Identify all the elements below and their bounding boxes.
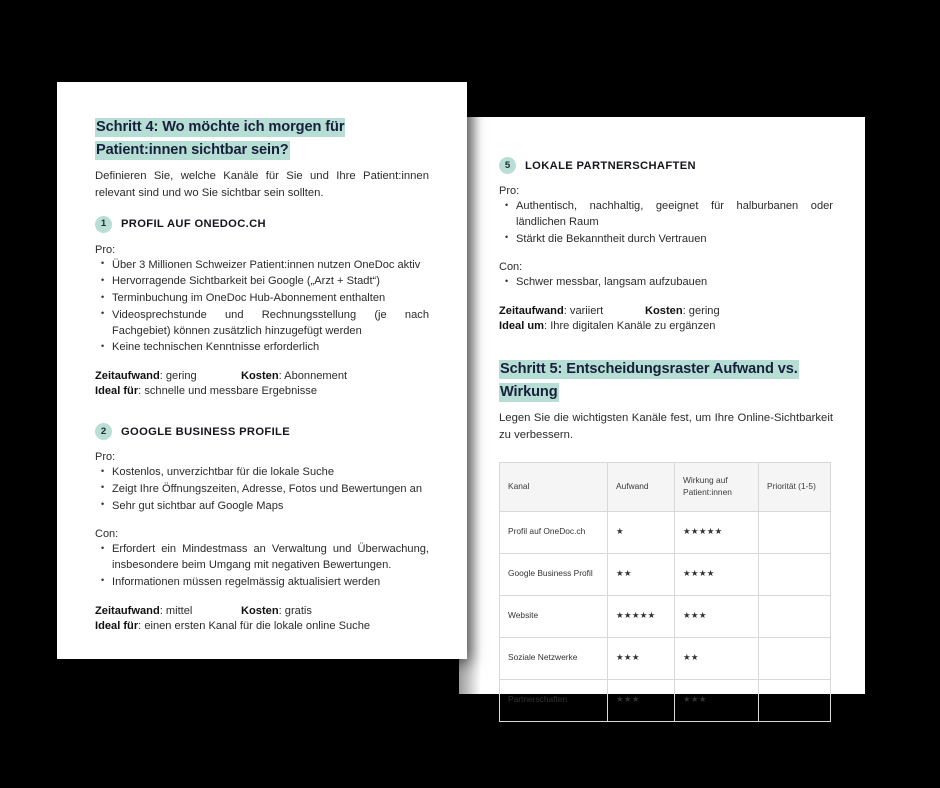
- channel-title: LOKALE PARTNERSCHAFTEN: [525, 159, 696, 172]
- pro-list-5: [499, 199, 833, 247]
- cell-wirkung-stars: ★★★: [675, 595, 759, 637]
- ideal-value: einen ersten Kanal für die lokale online Suche: [144, 619, 371, 632]
- con-label-2: Con:: [95, 528, 119, 541]
- column-header-kanal: Kanal: [500, 462, 608, 511]
- meta-row-effort-cost-1: [95, 370, 429, 382]
- page-title-step4-text: Schritt 4: Wo möchte ich morgen für Patient:innen sichtbar sein?: [96, 119, 345, 158]
- meta-row-ideal-5: [499, 320, 833, 332]
- document-page-right: [459, 117, 865, 705]
- cost-label: Kosten: [241, 370, 279, 383]
- channel-number-badge: 2: [95, 423, 112, 440]
- list-item: • Über 3 Millionen Schweizer Patient:innen nutzen OneDoc aktiv: [112, 258, 429, 274]
- effort-separator: :: [159, 604, 166, 617]
- table-header-row: [500, 462, 831, 511]
- list-item: • Zeigt Ihre Öffnungszeiten, Adresse, Fotos und Bewertungen an: [112, 482, 429, 498]
- pro-list-2: [95, 465, 429, 514]
- ideal-separator: :: [138, 385, 145, 398]
- cell-wirkung-stars: ★★★★★: [675, 511, 759, 553]
- cost-cell: [645, 305, 720, 317]
- pro-label-2: Pro:: [95, 451, 116, 464]
- list-item: • Videosprechstunde und Rechnungsstellung (je nach Fachgebiet) können zusätzlich hinzugefügt werden: [112, 308, 429, 340]
- cost-cell: [241, 605, 312, 617]
- ideal-separator: :: [544, 320, 551, 332]
- cell-wirkung-stars: ★★★★: [675, 553, 759, 595]
- list-item: • Keine technischen Kenntnisse erforderlich: [112, 340, 429, 356]
- cost-separator: :: [682, 305, 689, 317]
- cost-separator: :: [278, 604, 285, 617]
- meta-row-ideal-2: [95, 620, 429, 632]
- channel-heading-2: [95, 423, 429, 440]
- effort-value: gering: [165, 370, 197, 383]
- channel-number-badge: 1: [95, 216, 112, 233]
- cell-aufwand-stars: ★★: [608, 553, 675, 595]
- effort-label: Zeitaufwand: [499, 305, 564, 317]
- intro-text-step5: Legen Sie die wichtigsten Kanäle fest, um Ihre Online-Sichtbarkeit zu verbessern.: [499, 412, 833, 441]
- effort-label: Zeitaufwand: [95, 604, 160, 617]
- page-title-step5: [499, 358, 833, 403]
- page-title-step5-text: Schritt 5: Entscheidungsraster Aufwand vs. Wirkung: [500, 361, 798, 400]
- cost-cell: [241, 370, 347, 382]
- column-header-wirkung: Wirkung auf Patient:innen: [675, 462, 759, 511]
- cell-kanal: Google Business Profil: [500, 553, 608, 595]
- cell-kanal: Soziale Netzwerke: [500, 637, 608, 679]
- channel-title: PROFIL AUF ONEDOC.CH: [121, 218, 266, 231]
- list-item: • Erfordert ein Mindestmass an Verwaltung und Überwachung, insbesondere beim Umgang mit negativen Bewertungen.: [112, 542, 429, 574]
- table-header: [500, 462, 831, 511]
- ideal-label: Ideal für: [95, 619, 139, 632]
- document-page-left: [57, 82, 467, 659]
- cell-prioritaet[interactable]: [759, 679, 831, 721]
- cell-kanal: Profil auf OneDoc.ch: [500, 511, 608, 553]
- ideal-value: schnelle und messbare Ergebnisse: [144, 385, 317, 398]
- cell-wirkung-stars: ★★★: [675, 679, 759, 721]
- page-title-step4: [95, 116, 429, 161]
- column-header-aufwand: Aufwand: [608, 462, 675, 511]
- table-row: [500, 679, 831, 721]
- con-list-5: [499, 275, 833, 291]
- cost-label: Kosten: [241, 604, 279, 617]
- effort-label: Zeitaufwand: [95, 370, 160, 383]
- list-item: • Sehr gut sichtbar auf Google Maps: [112, 499, 429, 515]
- channel-heading-1: [95, 216, 429, 233]
- con-list-2: [95, 542, 429, 590]
- cost-separator: :: [278, 370, 285, 383]
- channel-title: GOOGLE BUSINESS PROFILE: [121, 425, 291, 438]
- table-row: [500, 511, 831, 553]
- effort-value: mittel: [165, 604, 193, 617]
- intro-text-step4: Definieren Sie, welche Kanäle für Sie und Ihre Patient:innen relevant sind und wo Sie sichtbar sein sollten.: [95, 170, 429, 199]
- pro-label-5: Pro:: [499, 185, 520, 197]
- cell-kanal: Website: [500, 595, 608, 637]
- list-item: • Hervorragende Sichtbarkeit bei Google („Arzt + Stadt“): [112, 274, 429, 290]
- effort-value: variiert: [569, 305, 604, 317]
- list-item: • Kostenlos, unverzichtbar für die lokale Suche: [112, 465, 429, 481]
- pro-list-1: [95, 258, 429, 357]
- decision-grid-table: [499, 462, 831, 722]
- cell-wirkung-stars: ★★: [675, 637, 759, 679]
- ideal-separator: :: [138, 619, 145, 632]
- effort-cell: [95, 605, 241, 617]
- cost-label: Kosten: [645, 305, 683, 317]
- effort-separator: :: [159, 370, 166, 383]
- table-row: [500, 553, 831, 595]
- cell-aufwand-stars: ★★★★★: [608, 595, 675, 637]
- table-row: [500, 637, 831, 679]
- meta-row-effort-cost-2: [95, 605, 429, 617]
- channel-number-badge: 5: [499, 157, 516, 174]
- effort-cell: [95, 370, 241, 382]
- cell-aufwand-stars: ★: [608, 511, 675, 553]
- list-item: • Stärkt die Bekanntheit durch Vertrauen: [516, 232, 833, 248]
- meta-row-ideal-1: [95, 385, 429, 397]
- ideal-label: Ideal für: [95, 385, 139, 398]
- cell-aufwand-stars: ★★★: [608, 679, 675, 721]
- cell-kanal: Partnerschaften: [500, 679, 608, 721]
- channel-heading-5: [499, 157, 833, 174]
- list-item: • Schwer messbar, langsam aufzubauen: [516, 275, 833, 291]
- effort-separator: :: [563, 305, 570, 317]
- column-header-prioritaet: Priorität (1-5): [759, 462, 831, 511]
- list-item: • Informationen müssen regelmässig aktualisiert werden: [112, 575, 429, 591]
- table-row: [500, 595, 831, 637]
- cell-prioritaet[interactable]: [759, 553, 831, 595]
- cost-value: gering: [688, 305, 720, 317]
- ideal-label: Ideal um: [499, 320, 545, 332]
- table-body: [500, 511, 831, 721]
- ideal-value: Ihre digitalen Kanäle zu ergänzen: [550, 320, 716, 332]
- cell-prioritaet[interactable]: [759, 637, 831, 679]
- cell-prioritaet[interactable]: [759, 511, 831, 553]
- cell-aufwand-stars: ★★★: [608, 637, 675, 679]
- cost-value: Abonnement: [284, 370, 348, 383]
- effort-cell: [499, 305, 645, 317]
- cost-value: gratis: [284, 604, 312, 617]
- cell-prioritaet[interactable]: [759, 595, 831, 637]
- pro-label-1: Pro:: [95, 243, 116, 256]
- list-item: • Authentisch, nachhaltig, geeignet für halburbanen oder ländlichen Raum: [516, 199, 833, 231]
- meta-row-effort-cost-5: [499, 305, 833, 317]
- con-label-5: Con:: [499, 261, 523, 274]
- list-item: • Terminbuchung im OneDoc Hub-Abonnement enthalten: [112, 291, 429, 307]
